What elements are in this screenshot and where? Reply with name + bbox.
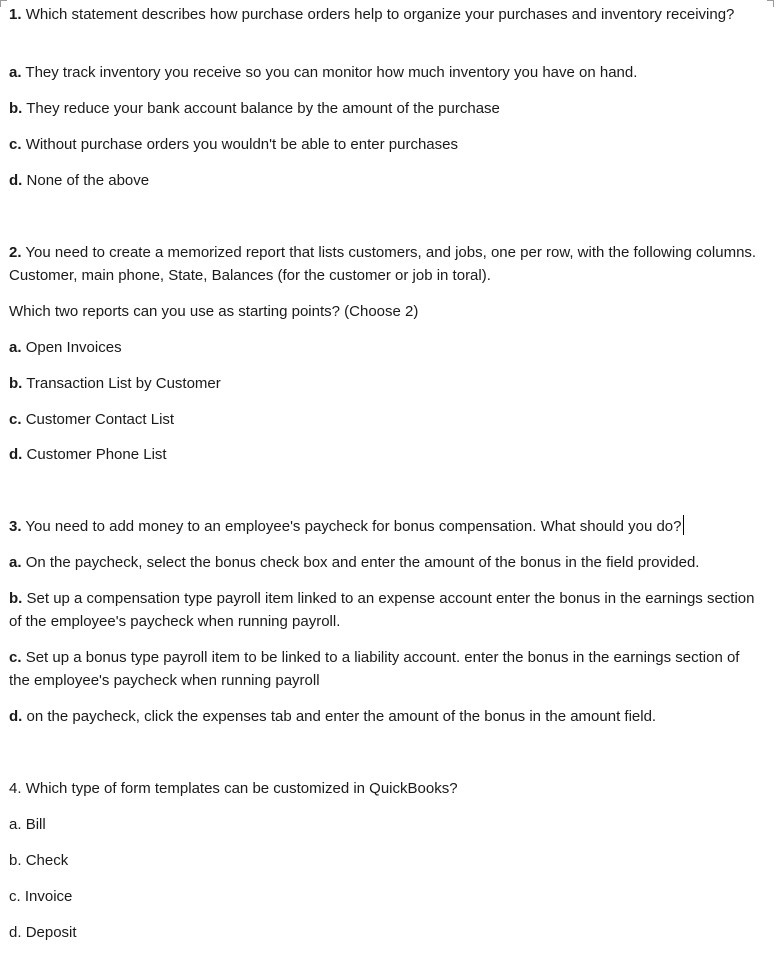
question-number: 2.: [9, 244, 22, 261]
option-letter: d.: [9, 708, 23, 725]
option-letter: c.: [9, 888, 21, 905]
q1-option-d: [9, 169, 769, 192]
option-letter: b.: [9, 375, 23, 392]
option-text: They track inventory you receive so you can monitor how much inventory you have on hand.: [25, 64, 638, 81]
option-letter: b.: [9, 590, 23, 607]
option-text: Deposit: [25, 924, 77, 941]
q3-option-a: [9, 551, 769, 574]
question-number: 1.: [9, 6, 22, 23]
q3-option-b: [9, 587, 761, 633]
option-letter: c.: [9, 649, 22, 666]
option-text: Set up a bonus type payroll item to be linked to a liability account. enter the bonus in the earnings section of the employee's paycheck when running payroll: [9, 649, 740, 689]
question-text: You need to add money to an employee's paycheck for bonus compensation. What should you do?: [25, 518, 682, 535]
option-text: Bill: [25, 816, 46, 833]
question-2-subtext: Which two reports can you use as starting points? (Choose 2): [9, 303, 419, 320]
q1-option-a: [9, 61, 769, 84]
option-letter: d.: [9, 446, 23, 463]
option-letter: b.: [9, 852, 22, 869]
option-text: Check: [25, 852, 69, 869]
option-letter: d.: [9, 924, 22, 941]
option-text: Set up a compensation type payroll item linked to an expense account enter the bonus in the earnings section of the employee's paycheck when running payroll.: [9, 590, 755, 630]
q1-option-b: [9, 97, 769, 120]
question-text: Which statement describes how purchase orders help to organize your purchases and inventory receiving?: [25, 6, 735, 23]
option-letter: a.: [9, 816, 22, 833]
question-3[interactable]: [9, 515, 769, 538]
q2-option-b: [9, 372, 769, 395]
option-text: Transaction List by Customer: [26, 375, 221, 392]
question-text: Which type of form templates can be customized in QuickBooks?: [25, 780, 458, 797]
option-text: Without purchase orders you wouldn't be able to enter purchases: [25, 136, 458, 153]
option-letter: a.: [9, 554, 22, 571]
question-number: 4.: [9, 780, 22, 797]
option-letter: a.: [9, 339, 22, 356]
question-text: You need to create a memorized report that lists customers, and jobs, one per row, with the following columns. Customer, main phone, State, Balances (for the customer or job in toral).: [9, 244, 757, 284]
question-2: [9, 241, 761, 287]
option-text: None of the above: [26, 172, 150, 189]
option-letter: d.: [9, 172, 23, 189]
option-letter: c.: [9, 411, 22, 428]
q2-option-a: [9, 336, 769, 359]
question-number: 3.: [9, 518, 22, 535]
option-text: Invoice: [24, 888, 73, 905]
q3-option-c: [9, 646, 761, 692]
q4-option-d: [9, 921, 769, 944]
question-1: [9, 3, 761, 26]
q1-option-c: [9, 133, 769, 156]
option-text: On the paycheck, select the bonus check box and enter the amount of the bonus in the field provided.: [25, 554, 700, 571]
option-text: Customer Phone List: [26, 446, 167, 463]
option-text: They reduce your bank account balance by the amount of the purchase: [26, 100, 500, 117]
q2-option-c: [9, 408, 769, 431]
q4-option-c: [9, 885, 769, 908]
q2-option-d: [9, 443, 769, 466]
q4-option-a: [9, 813, 769, 836]
page-corner-mark: [0, 0, 7, 7]
q4-option-b: [9, 849, 769, 872]
page-corner-mark: [767, 0, 774, 7]
option-text: on the paycheck, click the expenses tab and enter the amount of the bonus in the amount field.: [26, 708, 657, 725]
option-letter: c.: [9, 136, 22, 153]
option-text: Customer Contact List: [25, 411, 175, 428]
option-letter: a.: [9, 64, 22, 81]
text-cursor: [683, 515, 684, 535]
question-4: [9, 777, 769, 800]
option-letter: b.: [9, 100, 23, 117]
option-text: Open Invoices: [25, 339, 122, 356]
q3-option-d: [9, 705, 769, 728]
